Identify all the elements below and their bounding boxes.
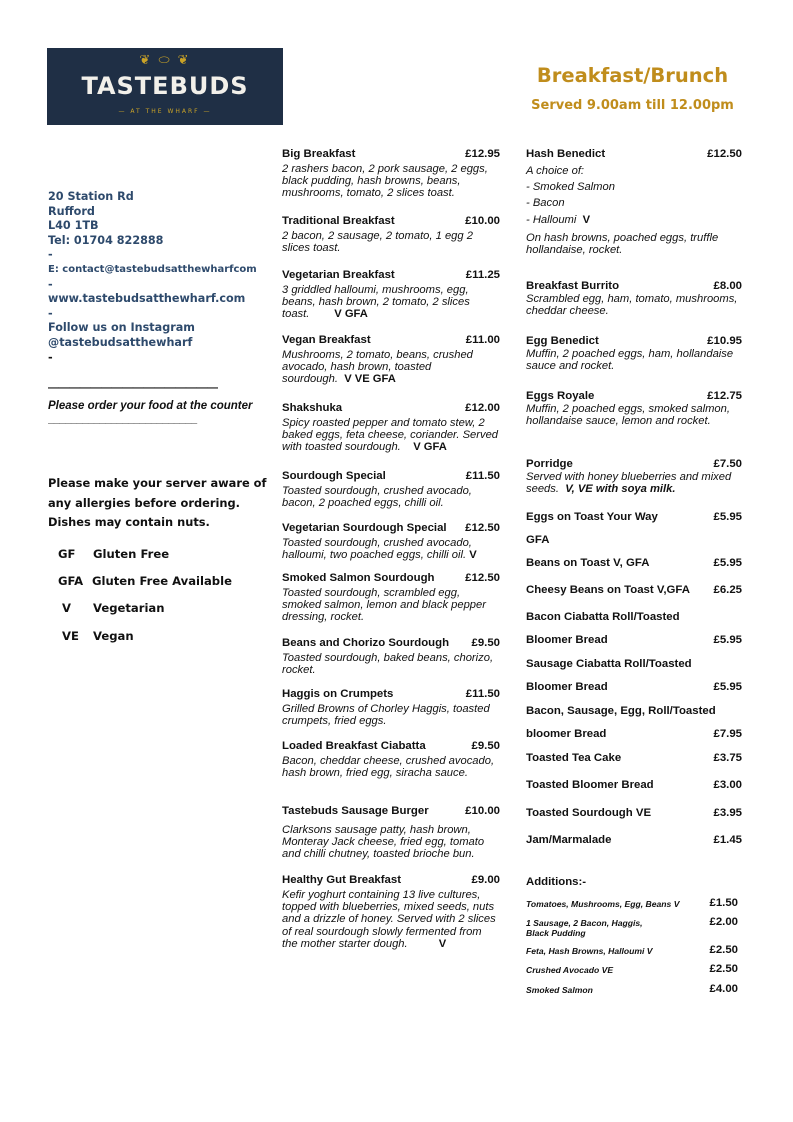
menu-item — [282, 739, 500, 779]
item-name: Breakfast Burrito — [526, 280, 620, 292]
item-price: £12.50 — [707, 148, 742, 160]
item-price: £7.50 — [713, 458, 742, 470]
choice-option: - Bacon — [526, 197, 565, 210]
item-name: Eggs Royale — [526, 390, 595, 402]
instagram-handle[interactable]: @tastebudsatthewharf — [48, 335, 193, 349]
item-price: £12.50 — [465, 522, 500, 534]
addition-price: £2.50 — [709, 963, 738, 975]
desc-text: Clarksons sausage patty, hash brown, Monteray Jack cheese, fried egg, tomato and chilli chutney, toasted brioche bun. — [282, 824, 485, 861]
addition-item — [526, 897, 738, 909]
item-description — [526, 403, 742, 427]
item-description — [282, 417, 500, 454]
allergy-notice — [48, 474, 268, 533]
item-description — [526, 348, 742, 372]
item-price: £3.00 — [713, 779, 742, 791]
postcode: L40 1TB — [48, 219, 99, 233]
menu-item — [526, 579, 742, 602]
key-row — [58, 595, 232, 622]
menu-item — [526, 700, 742, 747]
item-description — [282, 163, 500, 200]
item-description — [526, 232, 742, 256]
item-price: £9.50 — [471, 740, 500, 752]
menu-item — [526, 457, 742, 495]
divider: ———————————————— — [48, 382, 218, 394]
page-title: Breakfast/Brunch — [536, 64, 729, 87]
item-price: £11.50 — [465, 470, 500, 482]
item-price: £10.95 — [707, 335, 742, 347]
brand-logo — [47, 48, 283, 125]
item-name: Bacon Ciabatta Roll/Toasted — [526, 611, 680, 623]
item-name: Bloomer Bread — [526, 634, 608, 647]
addition-price: £2.00 — [709, 916, 738, 928]
separator: - — [48, 306, 53, 320]
desc-text: Muffin, 2 poached eggs, smoked salmon, hollandaise sauce, lemon and rocket. — [526, 403, 730, 428]
separator: - — [48, 248, 53, 262]
contact-info — [48, 190, 263, 365]
allergy-line: Please make your server aware of — [48, 476, 267, 490]
addition-item — [526, 963, 738, 975]
menu-item — [282, 469, 500, 509]
key-label: Vegetarian — [93, 601, 165, 616]
logo-brand-name: TASTEBUDS — [81, 72, 249, 100]
dietary-tag: V GFA — [413, 441, 447, 454]
choice-option: - Smoked Salmon — [526, 181, 615, 194]
desc-text: 2 rashers bacon, 2 pork sausage, 2 eggs, black pudding, hash browns, beans, mushrooms, tomato, 2 slices toast. — [282, 163, 488, 200]
item-name: Smoked Salmon Sourdough — [282, 572, 435, 584]
addition-name — [526, 916, 643, 938]
desc-text: A choice of: — [526, 165, 585, 177]
item-description — [526, 293, 742, 317]
menu-item — [282, 214, 500, 254]
menu-item — [526, 389, 742, 427]
desc-text: Toasted sourdough, scrambled egg, smoked salmon, lemon and black pepper dressing, rocket. — [282, 587, 486, 624]
addition-name-line: Black Pudding — [526, 928, 586, 938]
menu-item — [526, 802, 742, 825]
key-label: Gluten Free Available — [92, 574, 232, 589]
item-price: £12.95 — [465, 148, 500, 160]
page-subtitle: Served 9.00am till 12.00pm — [531, 98, 734, 113]
item-name: Haggis on Crumpets — [282, 688, 394, 700]
item-name: Traditional Breakfast — [282, 215, 395, 227]
item-price: £1.45 — [713, 834, 742, 846]
item-description — [282, 587, 500, 624]
item-name: Shakshuka — [282, 402, 343, 414]
item-name: Loaded Breakfast Ciabatta — [282, 740, 426, 752]
item-price: £10.00 — [465, 215, 500, 227]
item-description — [282, 537, 500, 561]
dietary-key — [58, 540, 232, 650]
dietary-tag: V — [582, 213, 591, 226]
item-description — [282, 755, 500, 779]
item-price: £6.25 — [713, 584, 742, 596]
menu-item — [526, 552, 742, 575]
desc-text: Toasted sourdough, baked beans, chorizo, rocket. — [282, 652, 494, 677]
item-price: £11.25 — [465, 269, 500, 281]
item-price: £12.00 — [465, 402, 500, 414]
menu-item — [282, 147, 500, 200]
desc-text: Spicy roasted pepper and tomato stew, 2 baked eggs, feta cheese, coriander. Served with toasted sourdough. — [282, 417, 499, 454]
item-name: Jam/Marmalade — [526, 834, 612, 846]
addition-item — [526, 983, 738, 995]
item-description — [282, 824, 500, 861]
addition-price: £4.00 — [709, 983, 738, 995]
item-name: Porridge — [526, 458, 573, 470]
order-note: Please order your food at the counter — [48, 400, 253, 412]
menu-item — [526, 606, 742, 653]
separator: - — [48, 277, 53, 291]
item-price: £9.00 — [471, 874, 500, 886]
allergy-line: any allergies before ordering. — [48, 495, 240, 510]
menu-item — [526, 653, 742, 700]
key-label: Gluten Free — [93, 546, 170, 561]
dietary-tag: V VE GFA — [344, 373, 396, 386]
item-name: Big Breakfast — [282, 148, 356, 160]
addition-item — [526, 916, 738, 938]
item-name: Tastebuds Sausage Burger — [282, 805, 429, 817]
desc-text: 3 griddled halloumi, mushrooms, egg, beans, hash brown, 2 tomato, 2 slices toast. — [282, 284, 470, 321]
address-line: 20 Station Rd — [48, 190, 134, 203]
menu-item — [282, 804, 500, 861]
item-name: Beans on Toast V, GFA — [526, 557, 650, 569]
key-code: VE — [62, 628, 79, 643]
addition-price: £1.50 — [709, 897, 738, 909]
email-address: E: contact@tastebudsatthewharfcom — [48, 263, 257, 275]
item-name: Beans and Chorizo Sourdough — [282, 637, 450, 649]
item-name: Sourdough Special — [282, 470, 386, 482]
desc-text: Mushrooms, 2 tomato, beans, crushed avocado, hash brown, toasted sourdough. — [282, 349, 473, 386]
dietary-tag: V GFA — [334, 308, 368, 321]
menu-item — [282, 401, 500, 454]
divider: __________________________ — [48, 413, 197, 425]
item-price: £3.95 — [713, 807, 742, 819]
dietary-tag: V — [469, 549, 477, 562]
menu-item — [282, 521, 500, 561]
item-name: Toasted Bloomer Bread — [526, 779, 654, 791]
desc-text: 2 bacon, 2 sausage, 2 tomato, 1 egg 2 slices toast. — [282, 230, 473, 255]
menu-item — [526, 147, 742, 256]
logo-tagline: — AT THE WHARF — — [118, 108, 212, 115]
item-name: Bacon, Sausage, Egg, Roll/Toasted — [526, 705, 716, 717]
desc-text: Toasted sourdough, crushed avocado, halloumi, two poached eggs, chilli oil. — [282, 537, 472, 562]
desc-text: On hash browns, poached eggs, truffle hollandaise, rocket. — [526, 231, 719, 257]
item-price: £11.00 — [465, 334, 500, 346]
menu-item — [526, 829, 742, 852]
website-link[interactable]: www.tastebudsatthewharf.com — [48, 292, 246, 306]
item-price: £9.50 — [471, 637, 500, 649]
desc-text: Served with honey blueberries and mixed seeds. — [526, 471, 732, 496]
menu-item — [282, 571, 500, 624]
desc-text: Toasted sourdough, crushed avocado, bacon, 2 poached eggs, chilli oil. — [282, 485, 472, 510]
item-name: bloomer Bread — [526, 728, 607, 741]
item-name: Egg Benedict — [526, 335, 599, 347]
allergy-line: Dishes may contain nuts. — [48, 515, 210, 529]
dietary-tag: V — [438, 937, 447, 950]
item-name: Eggs on Toast Your Way — [526, 511, 658, 523]
menu-item — [282, 873, 500, 950]
addition-name: Crushed Avocado VE — [526, 965, 614, 975]
key-row — [58, 622, 232, 649]
item-description — [282, 703, 500, 727]
item-price: £3.75 — [713, 752, 742, 764]
desc-text: Scrambled egg, ham, tomato, mushrooms, cheddar cheese. — [526, 293, 738, 318]
item-description — [526, 471, 742, 495]
menu-item — [282, 687, 500, 727]
item-description — [282, 652, 500, 676]
item-name: Vegan Breakfast — [282, 334, 371, 346]
item-price: £5.95 — [713, 681, 742, 694]
item-name: Healthy Gut Breakfast — [282, 874, 402, 886]
addition-name: Feta, Hash Browns, Halloumi V — [526, 946, 653, 956]
item-name: Toasted Sourdough VE — [526, 807, 652, 819]
menu-item — [282, 636, 500, 676]
addition-item — [526, 944, 738, 956]
phone-number: Tel: 01704 822888 — [48, 233, 164, 247]
address-line: Rufford — [48, 204, 95, 218]
desc-text: Grilled Browns of Chorley Haggis, toasted crumpets, fried eggs. — [282, 703, 490, 728]
item-name: Sausage Ciabatta Roll/Toasted — [526, 658, 692, 670]
key-row — [58, 567, 232, 594]
dietary-tag: V, VE with soya milk. — [565, 483, 676, 496]
item-description — [526, 163, 742, 228]
addition-name: Tomatoes, Mushrooms, Egg, Beans V — [526, 899, 680, 909]
item-price: £12.50 — [465, 572, 500, 584]
separator: - — [48, 350, 53, 364]
item-name: Vegetarian Sourdough Special — [282, 522, 447, 534]
item-price: £10.00 — [465, 805, 500, 817]
additions-heading: Additions:- — [526, 876, 587, 888]
item-price: £8.00 — [713, 280, 742, 292]
item-price: £7.95 — [713, 728, 742, 741]
desc-text: Muffin, 2 poached eggs, ham, hollandaise sauce and rocket. — [526, 348, 734, 373]
item-name: Hash Benedict — [526, 148, 606, 160]
item-description — [282, 284, 500, 321]
dietary-tag: GFA — [526, 534, 550, 547]
item-description — [282, 485, 500, 509]
item-name: Bloomer Bread — [526, 681, 608, 694]
menu-item — [526, 279, 742, 317]
menu-item — [526, 334, 742, 372]
item-name: Vegetarian Breakfast — [282, 269, 395, 281]
desc-text: Kefir yoghurt containing 13 live cultures, topped with blueberries, mixed seeds, nuts and a drizzle of honey. Served with 2 slices of real sourdough slowly fermented from the mother starter dough. — [282, 889, 496, 950]
addition-name-line: 1 Sausage, 2 Bacon, Haggis, — [526, 918, 643, 928]
instagram-prompt: Follow us on Instagram — [48, 321, 195, 335]
item-price: £5.95 — [713, 634, 742, 647]
menu-item — [526, 747, 742, 770]
menu-item — [526, 506, 742, 553]
item-name: Cheesy Beans on Toast V,GFA — [526, 584, 690, 596]
key-code: GF — [58, 546, 76, 561]
key-code: GFA — [58, 574, 84, 589]
addition-price: £2.50 — [709, 944, 738, 956]
menu-item — [282, 333, 500, 386]
key-row — [58, 540, 232, 567]
item-price: £11.50 — [465, 688, 500, 700]
key-label: Vegan — [93, 628, 134, 643]
key-code: V — [62, 601, 71, 616]
menu-item — [282, 268, 500, 321]
item-price: £5.95 — [713, 557, 742, 569]
laurel-icon: ❦ ⬭ ❦ — [139, 53, 191, 68]
item-price: £12.75 — [707, 390, 742, 402]
item-name: Toasted Tea Cake — [526, 752, 622, 764]
item-description — [282, 230, 500, 254]
item-description — [282, 349, 500, 386]
item-price: £5.95 — [713, 511, 742, 523]
item-description — [282, 889, 500, 950]
menu-item — [526, 774, 742, 797]
desc-text: Bacon, cheddar cheese, crushed avocado, hash brown, fried egg, siracha sauce. — [282, 755, 495, 780]
addition-name: Smoked Salmon — [526, 985, 593, 995]
choice-option: - Halloumi — [526, 213, 577, 226]
